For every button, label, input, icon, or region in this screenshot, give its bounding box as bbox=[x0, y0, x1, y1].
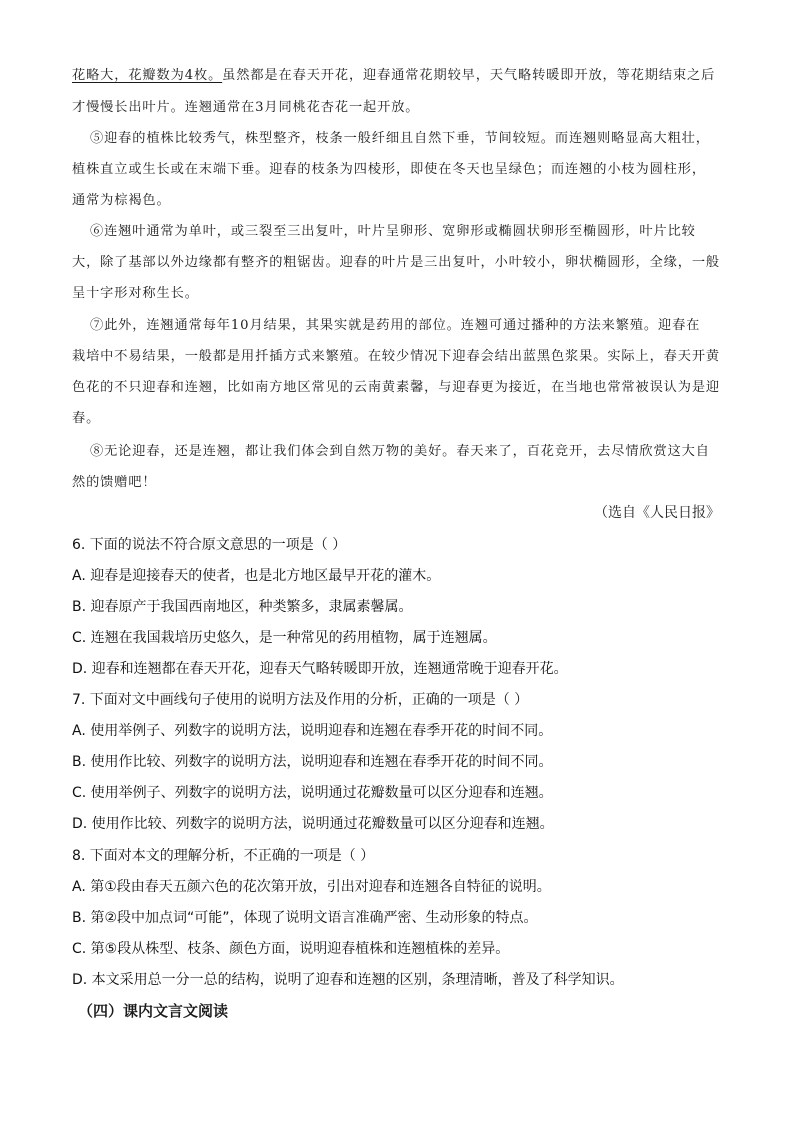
question-6-stem: 6. 下面的说法不符合原文意思的一项是（ ） bbox=[72, 537, 347, 553]
question-7-option-c: C. 使用举例子、列数字的说明方法，说明通过花瓣数量可以区分迎春和连翘。 bbox=[72, 785, 553, 801]
section-heading: （四）课内文言文阅读 bbox=[78, 1002, 229, 1020]
question-8-stem: 8. 下面对本文的理解分析，不正确的一项是（ ） bbox=[72, 848, 375, 864]
paragraph-5-line: 通常为棕褐色。 bbox=[72, 193, 171, 208]
question-7-option-b: B. 使用作比较、列数字的说明方法，说明迎春和连翘在春季开花的时间不同。 bbox=[72, 754, 553, 770]
article-text: 虽然都是在春天开花，迎春通常花期较早，天气略转暖即开放，等花期结束之后 bbox=[222, 68, 716, 83]
paragraph-6-line: 呈十字形对称生长。 bbox=[72, 286, 199, 301]
paragraph-5-line: ⑤迎春的植株比较秀气，株型整齐，枝条一般纤细且自然下垂，节间较短。而连翘则略显高大粗壮， bbox=[90, 131, 710, 146]
underlined-sentence: 花略大，花瓣数为4枚。 bbox=[72, 68, 223, 83]
paragraph-6-line: 大，除了基部以外边缘都有整齐的粗锯齿。迎春的叶片是三出复叶，小叶较小，卵状椭圆形，全缘，一般 bbox=[72, 255, 721, 270]
question-6-option-d: D. 迎春和连翘都在春天开花，迎春天气略转暖即开放，连翘通常晚于迎春开花。 bbox=[72, 661, 568, 677]
paragraph-8-line: 然的馈赠吧！ bbox=[72, 475, 157, 490]
paragraph-7-line: 色花的不只迎春和连翘，比如南方地区常见的云南黄素馨，与迎春更为接近，在当地也常常被误认为是迎 bbox=[72, 380, 721, 395]
question-8-option-b: B. 第②段中加点词“可能”，体现了说明文语言准确严密、生动形象的特点。 bbox=[72, 910, 538, 926]
article-line: 才慢慢长出叶片。连翘通常在3月同桃花杏花一起开放。 bbox=[72, 100, 420, 115]
question-7-stem: 7. 下面对文中画线句子使用的说明方法及作用的分析，正确的一项是（ ） bbox=[72, 692, 529, 708]
question-7-option-d: D. 使用作比较、列数字的说明方法，说明通过花瓣数量可以区分迎春和连翘。 bbox=[72, 816, 554, 832]
question-8-option-c: C. 第⑤段从株型、枝条、颜色方面，说明迎春植株和连翘植株的差异。 bbox=[72, 941, 510, 957]
source-citation: （选自《人民日报》 bbox=[594, 505, 720, 521]
paragraph-5-line: 植株直立或生长或在末端下垂。迎春的枝条为四棱形，即使在冬天也呈绿色；而连翘的小枝为圆柱形， bbox=[72, 162, 706, 177]
paragraph-6-line: ⑥连翘叶通常为单叶，或三裂至三出复叶，叶片呈卵形、宽卵形或椭圆状卵形至椭圆形，叶片比较 bbox=[90, 224, 696, 239]
paragraph-7-line: 春。 bbox=[72, 411, 101, 426]
question-8-option-a: A. 第①段由春天五颜六色的花次第开放，引出对迎春和连翘各自特征的说明。 bbox=[72, 879, 551, 895]
question-6-option-c: C. 连翘在我国栽培历史悠久，是一种常见的药用植物，属于连翘属。 bbox=[72, 630, 497, 646]
paragraph-7-line: ⑦此外，连翘通常每年10月结果，其果实就是药用的部位。连翘可通过播种的方法来繁殖。迎春在 bbox=[90, 318, 701, 333]
question-6-option-a: A. 迎春是迎接春天的使者，也是北方地区最早开花的灌木。 bbox=[72, 568, 441, 584]
question-7-option-a: A. 使用举例子、列数字的说明方法，说明迎春和连翘在春季开花的时间不同。 bbox=[72, 723, 553, 739]
question-8-option-d: D. 本文采用总一分一总的结构，说明了迎春和连翘的区别，条理清晰，普及了科学知识。 bbox=[72, 972, 624, 988]
paragraph-8-line: ⑧无论迎春，还是连翘，都让我们体会到自然万物的美好。春天来了，百花竞开，去尽情欣赏这大自 bbox=[90, 444, 710, 459]
question-6-option-b: B. 迎春原产于我国西南地区，种类繁多，隶属素馨属。 bbox=[72, 599, 413, 615]
paragraph-7-line: 栽培中不易结果，一般都是用扦插方式来繁殖。在较少情况下迎春会结出蓝黑色浆果。实际上，春天开黄 bbox=[72, 349, 721, 364]
article-line bbox=[72, 66, 724, 86]
